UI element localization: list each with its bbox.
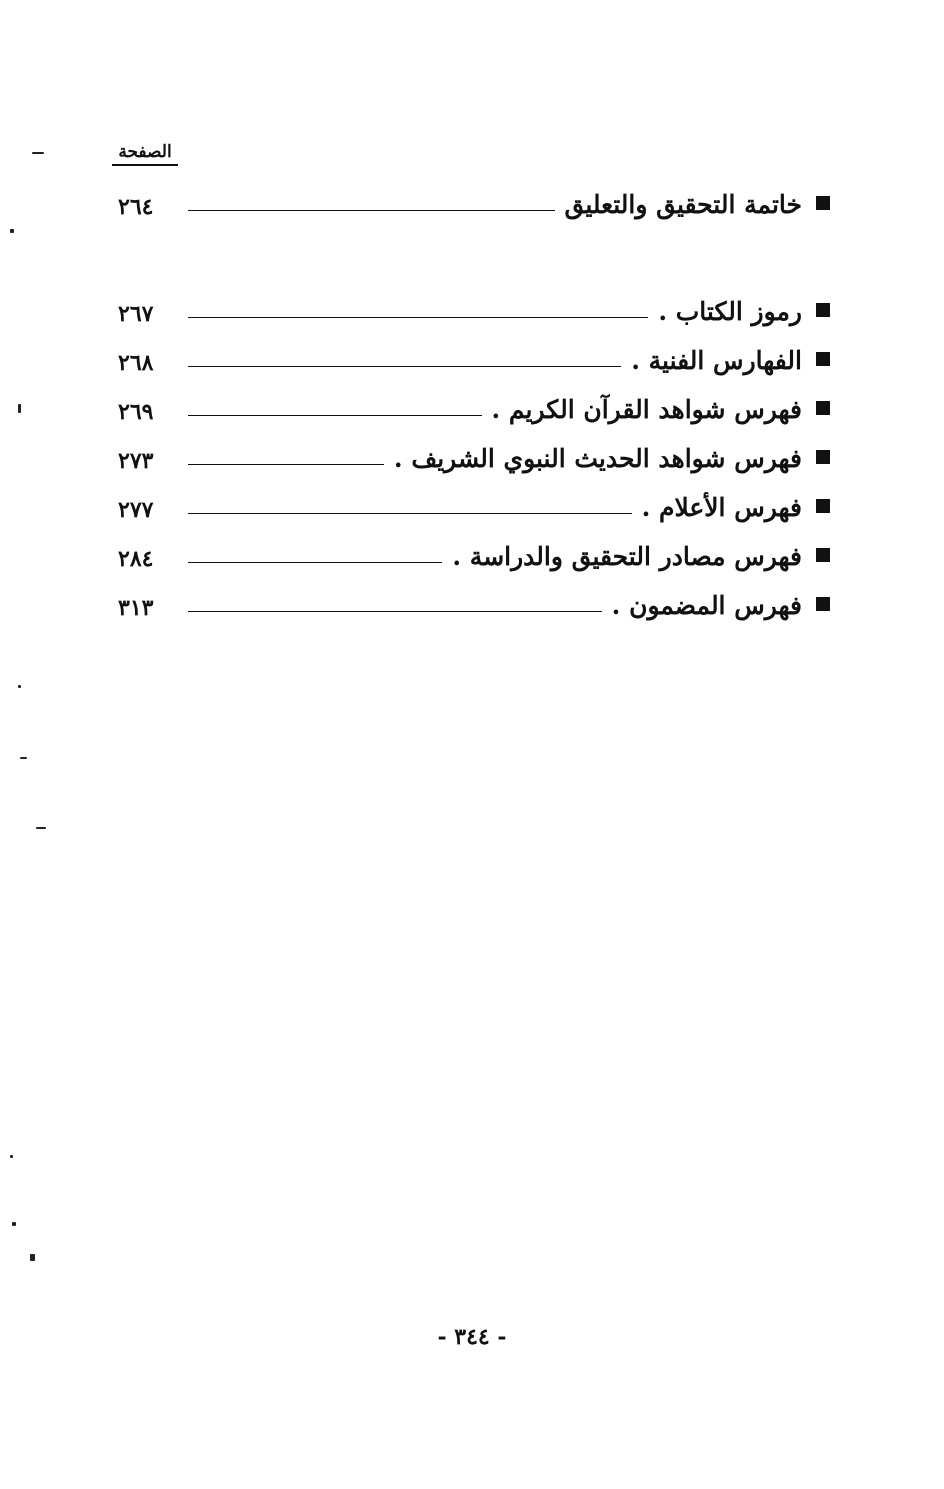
scan-speck bbox=[10, 1155, 13, 1158]
toc-entry bbox=[118, 581, 830, 621]
square-bullet-icon bbox=[816, 499, 830, 513]
dotted-leader bbox=[188, 316, 648, 318]
toc-entry-title: فهرس الأعلام . bbox=[641, 493, 802, 522]
toc-entry-page: ٢٦٧ bbox=[118, 300, 154, 327]
square-bullet-icon bbox=[816, 303, 830, 317]
square-bullet-icon bbox=[816, 450, 830, 464]
toc-entry-title: فهرس مصادر التحقيق والدراسة . bbox=[452, 542, 802, 571]
toc-entry-page: ٢٦٨ bbox=[118, 349, 154, 376]
dotted-leader bbox=[188, 365, 621, 367]
toc-entry-title: خاتمة التحقيق والتعليق bbox=[564, 190, 802, 219]
toc-entry-page: ٢٧٣ bbox=[118, 447, 154, 474]
toc-entry-page: ٢٦٤ bbox=[118, 193, 154, 220]
dotted-leader bbox=[188, 512, 632, 514]
toc-entry bbox=[118, 483, 830, 523]
toc-entry bbox=[118, 434, 830, 474]
dotted-leader bbox=[188, 561, 442, 563]
square-bullet-icon bbox=[816, 548, 830, 562]
toc-entry bbox=[118, 532, 830, 572]
toc-entry bbox=[118, 385, 830, 425]
square-bullet-icon bbox=[816, 401, 830, 415]
dotted-leader bbox=[188, 610, 602, 612]
toc-entry-page: ٢٦٩ bbox=[118, 398, 154, 425]
square-bullet-icon bbox=[816, 597, 830, 611]
page-column-header: الصفحة bbox=[112, 142, 178, 166]
dotted-leader bbox=[188, 414, 482, 416]
toc-entry-page: ٢٧٧ bbox=[118, 496, 154, 523]
toc-entry-title: فهرس شواهد القرآن الكريم . bbox=[491, 395, 802, 424]
dotted-leader bbox=[188, 463, 384, 465]
scan-speck bbox=[30, 1254, 35, 1261]
toc-entry bbox=[118, 287, 830, 327]
toc-entry-title: فهرس المضمون . bbox=[611, 591, 802, 620]
toc-entry-title: رموز الكتاب . bbox=[658, 297, 802, 326]
dotted-leader bbox=[188, 209, 555, 211]
scan-speck bbox=[10, 229, 14, 233]
square-bullet-icon bbox=[816, 196, 830, 210]
footer-page-number: - ٣٤٤ - bbox=[437, 1324, 507, 1350]
toc-entry bbox=[118, 336, 830, 376]
toc-entry-title: الفهارس الفنية . bbox=[631, 346, 802, 375]
scan-speck bbox=[18, 404, 21, 413]
scan-speck bbox=[18, 685, 21, 688]
toc-entry bbox=[118, 180, 830, 220]
square-bullet-icon bbox=[816, 352, 830, 366]
toc-entry-title: فهرس شواهد الحديث النبوي الشريف . bbox=[393, 444, 802, 473]
scan-speck bbox=[20, 757, 27, 759]
scan-speck bbox=[36, 827, 46, 829]
toc-entry-page: ٣١٣ bbox=[118, 594, 154, 621]
toc-entry-page: ٢٨٤ bbox=[118, 545, 154, 572]
scan-speck bbox=[32, 152, 44, 154]
scan-speck bbox=[12, 1222, 16, 1226]
